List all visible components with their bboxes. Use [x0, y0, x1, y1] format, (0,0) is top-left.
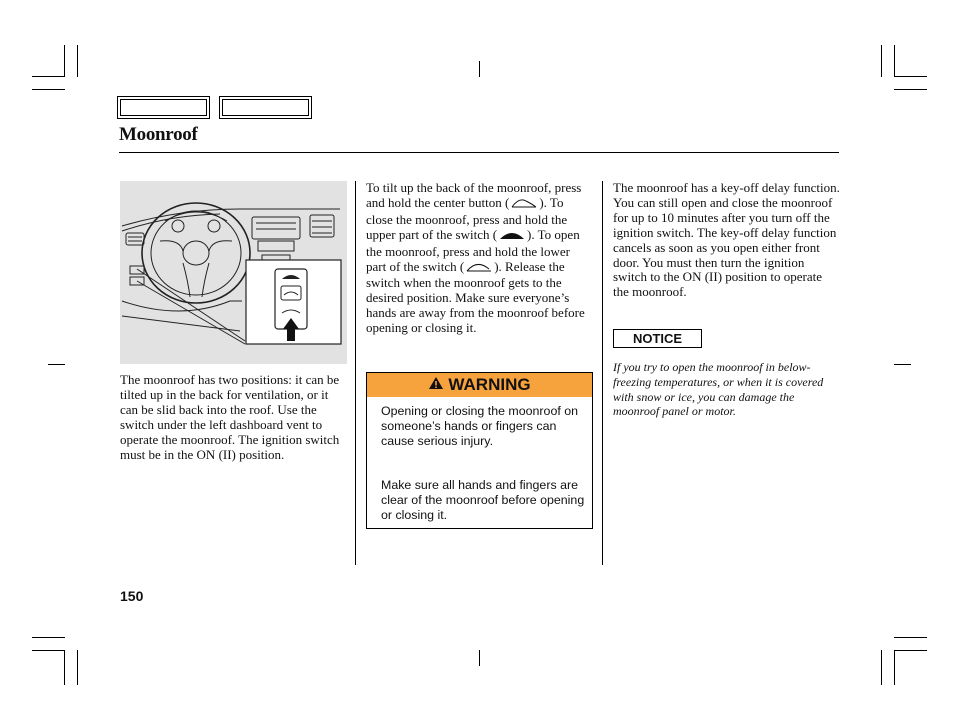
crop-mark	[894, 650, 927, 651]
crop-mark	[32, 89, 65, 90]
crop-mark	[32, 650, 65, 651]
page-title: Moonroof	[119, 124, 198, 145]
crop-mark	[881, 650, 882, 685]
title-rule	[119, 152, 839, 153]
crop-mark	[48, 364, 65, 365]
header-tab-box	[219, 96, 312, 119]
column-divider	[355, 181, 356, 565]
dashboard-drawing	[120, 181, 347, 364]
intro-paragraph: The moonroof has two positions: it can be tilted up in the back for ventilation, or it can be slid back into the roof. Use the switch under the left dashboard vent to operate the moonroof. The ignition switch must be in the ON (II) position.	[120, 372, 340, 462]
moonroof-open-icon	[464, 261, 494, 277]
operation-text-4: ). Release the switch when the moonroof gets to the desired position. Make sure everyone’s hands are away from the moonroof before opening or closing it.	[366, 258, 585, 336]
crop-mark	[77, 650, 78, 685]
crop-mark	[894, 364, 911, 365]
operation-paragraph	[366, 181, 588, 336]
warning-label: WARNING	[448, 375, 531, 394]
operation-text-1: To tilt up the back of the moonroof, press and hold the center button (	[366, 180, 582, 210]
key-off-paragraph: The moonroof has a key-off delay function. You can still open and close the moonroof for up to 10 minutes after you turn off the ignition switch. The key-off delay function cancels as soon as you open either front door. You must then turn the ignition switch to the ON (II) position to operate the moonroof.	[613, 180, 840, 300]
crop-mark	[894, 76, 927, 77]
operation-text-2: ). To close the moonroof, press and hold the upper part of the switch (	[366, 194, 568, 242]
notice-label-box	[613, 329, 702, 348]
crop-mark	[894, 45, 895, 77]
crop-mark	[479, 650, 480, 666]
operation-text-3: ). To open the moonroof, press and hold the lower part of the switch (	[366, 226, 580, 274]
dashboard-illustration	[120, 181, 347, 364]
warning-box	[366, 372, 593, 529]
header-tab-box	[117, 96, 210, 119]
crop-mark	[894, 89, 927, 90]
crop-mark	[894, 637, 927, 638]
moonroof-close-icon	[497, 229, 527, 245]
column-divider	[602, 181, 603, 565]
page-number: 150	[120, 588, 144, 604]
warning-text-1: Opening or closing the moonroof on someone’s hands or fingers can cause serious injury.	[381, 404, 578, 448]
crop-mark	[64, 45, 65, 77]
crop-mark	[479, 61, 480, 77]
warning-header	[367, 373, 592, 397]
crop-mark	[32, 637, 65, 638]
notice-text: If you try to open the moonroof in below-freezing temperatures, or when it is covered with snow or ice, you can damage the moonroof panel or motor.	[613, 360, 824, 419]
warning-triangle-icon	[428, 375, 448, 395]
crop-mark	[894, 650, 895, 685]
crop-mark	[881, 45, 882, 77]
notice-label: NOTICE	[632, 331, 683, 346]
warning-text-2: Make sure all hands and fingers are clear of the moonroof before opening or closing it.	[381, 478, 585, 522]
crop-mark	[77, 45, 78, 77]
crop-mark	[64, 650, 65, 685]
crop-mark	[32, 76, 65, 77]
moonroof-tilt-icon	[509, 197, 539, 213]
